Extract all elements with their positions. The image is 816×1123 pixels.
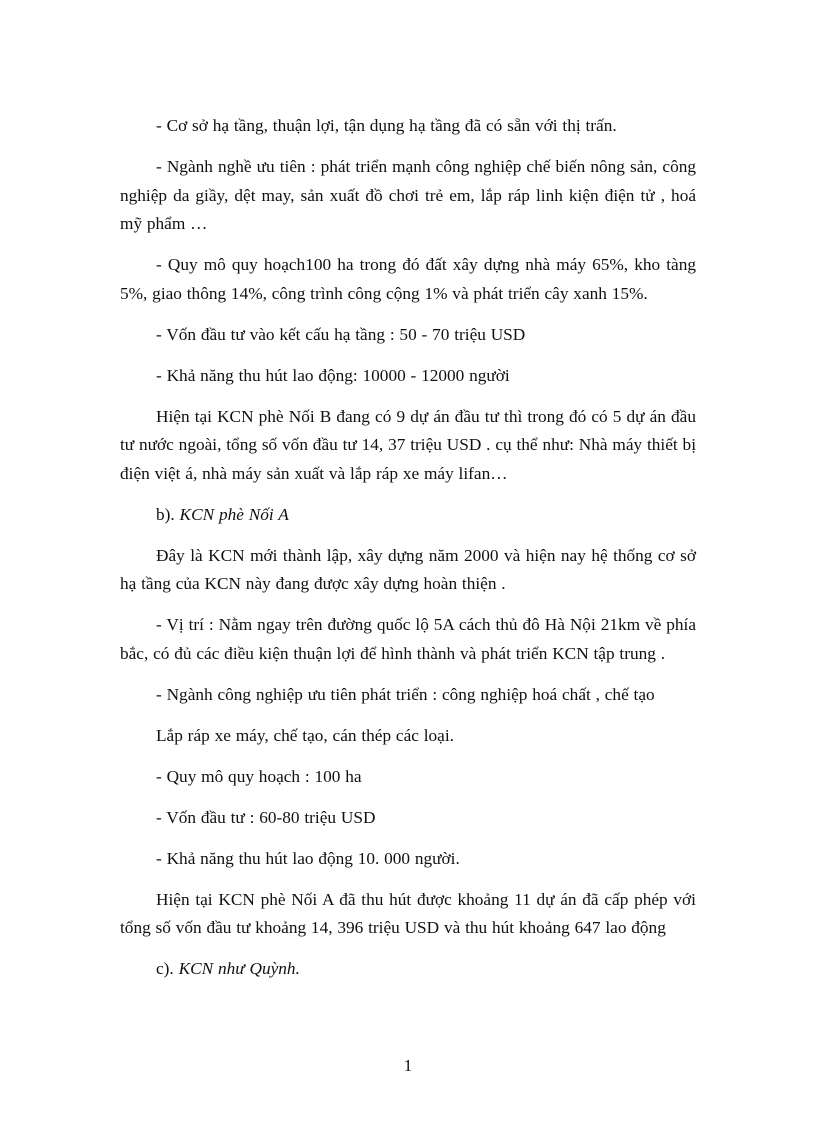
paragraph-labor-capacity: - Khả năng thu hút lao động: 10000 - 12000 người	[156, 365, 510, 385]
section-heading-b-title: KCN phè Nối A	[179, 504, 289, 524]
paragraph-priority-industries: - Ngành nghề ưu tiên : phát triển mạnh công nghiệp chế biến nông sản, công nghiệp da giầy, dệt may, sản xuất đồ chơi trẻ em, lắp ráp linh kiện điện tử , hoá mỹ phẩm …	[120, 157, 696, 233]
paragraph-kcn-a-location: - Vị trí : Nằm ngay trên đường quốc lộ 5A cách thủ đô Hà Nội 21km về phía bắc, có đủ các điều kiện thuận lợi để hình thành và phát triển KCN tập trung .	[120, 615, 696, 663]
page-number: 1	[403, 1056, 413, 1075]
section-heading-c	[120, 955, 696, 984]
paragraph-infrastructure-capital: - Vốn đầu tư vào kết cấu hạ tầng : 50 - 70 triệu USD	[156, 324, 526, 344]
paragraph-kcn-a-industries: - Ngành công nghiệp ưu tiên phát triển : công nghiệp hoá chất , chế tạo	[156, 684, 655, 704]
paragraph-kcn-a-industries-cont: Lắp ráp xe máy, chế tạo, cán thép các loại.	[156, 725, 454, 745]
paragraph-kcn-b-status: Hiện tại KCN phè Nối B đang có 9 dự án đầu tư thì trong đó có 5 dự án đầu tư nước ngoài, tổng số vốn đầu tư 14, 37 triệu USD . cụ thể như: Nhà máy thiết bị điện việt á, nhà máy sản xuất và lắp ráp xe máy lifan…	[120, 406, 696, 483]
paragraph-kcn-a-intro: Đây là KCN mới thành lập, xây dựng năm 2000 và hiện nay hệ thống cơ sở hạ tầng của KCN này đang được xây dựng hoàn thiện .	[120, 545, 696, 593]
section-heading-b	[120, 501, 696, 530]
paragraph-kcn-a-labor: - Khả năng thu hút lao động 10. 000 người.	[156, 848, 460, 868]
paragraph-kcn-a-status: Hiện tại KCN phè Nối A đã thu hút được khoảng 11 dự án đã cấp phép với tổng số vốn đầu tư khoảng 14, 396 triệu USD và thu hút khoảng 647 lao động	[120, 889, 696, 937]
paragraph-kcn-a-capital: - Vốn đầu tư : 60-80 triệu USD	[156, 807, 376, 827]
paragraph-kcn-a-scale: - Quy mô quy hoạch : 100 ha	[156, 766, 362, 786]
section-heading-b-prefix: b).	[156, 504, 180, 524]
paragraph-infrastructure: - Cơ sở hạ tầng, thuận lợi, tận dụng hạ tầng đã có sẵn với thị trấn.	[156, 116, 617, 135]
section-heading-c-prefix: c).	[156, 959, 179, 978]
section-heading-c-title: KCN như Quỳnh.	[178, 959, 300, 978]
paragraph-planning-scale: - Quy mô quy hoạch100 ha trong đó đất xây dựng nhà máy 65%, kho tàng 5%, giao thông 14%, công trình công cộng 1% và phát triển cây xanh 15%.	[120, 255, 696, 303]
page-body	[120, 112, 696, 996]
